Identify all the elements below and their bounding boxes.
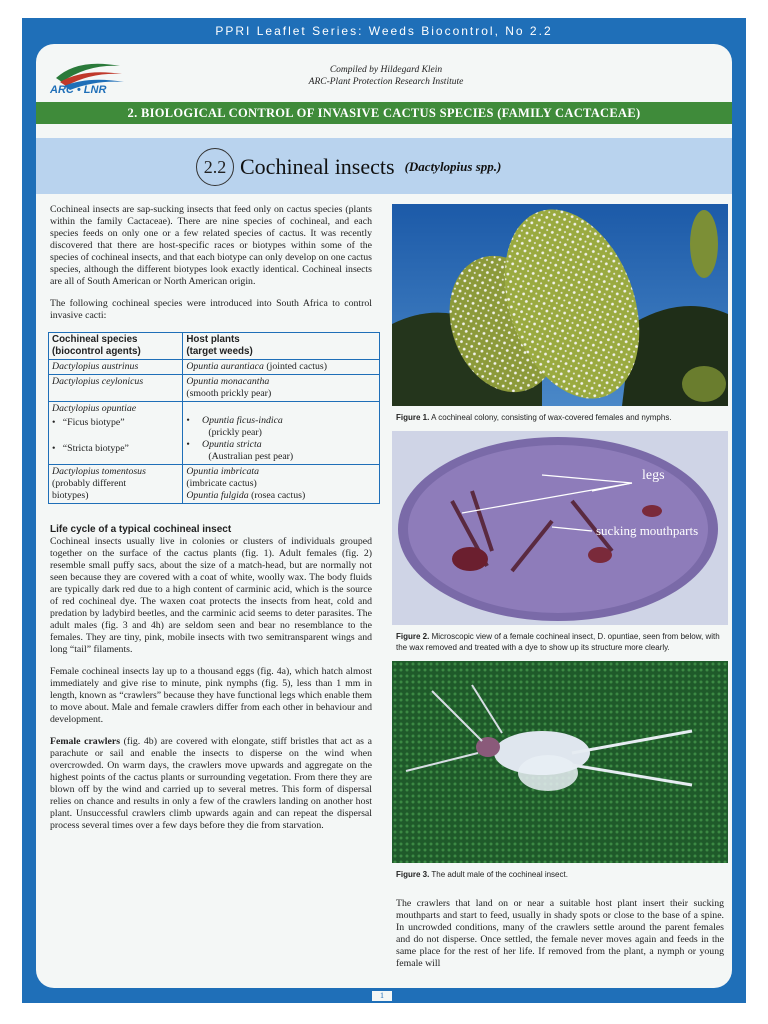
credits [216,64,556,88]
figure-3-caption: Figure 3. The adult male of the cochineal insect. [396,870,568,879]
table-cell: Dactylopius opuntiae • “Ficus biotype” • “Stricta biotype” [49,402,183,465]
table-header-species: Cochineal species (biocontrol agents) [49,333,183,360]
lifecycle-paragraph-2: Female cochineal insects lay up to a thousand eggs (fig. 4a), which hatch almost immediately and give rise to minute, pink nymphs (fig. 5), less than 1 mm in length, known as “crawlers” because they have functional legs which enable them to move about. Male and female crawlers differ from each other in behaviour and development. [50,666,372,725]
microscope-photo [392,431,728,625]
lifecycle-heading: Life cycle of a typical cochineal insect [50,524,232,535]
title-wrap [196,148,501,186]
intro-paragraph: Cochineal insects are sap-sucking insects that feed only on cactus species (plants within the family Cactaceae). There are nine species of cochineal, and each species feeds on only one or a few related species of cactus. It was recently discovered that there are host-specific races or biotypes within some of the species of cochineal insects, and that each biotype can only develop on one cactus species, although the different biotypes look exactly identical. Cochineal insects are all of South American or North American origin. [50,204,372,287]
right-column [392,204,728,970]
male-insect-photo [392,661,728,863]
mouthparts-label: sucking mouthparts [596,523,699,538]
title-bar [36,138,732,194]
title-number: 2.2 [196,148,234,186]
table-row [49,375,380,402]
lifecycle-paragraph-3: Female crawlers (fig. 4b) are covered with elongate, stiff bristles that act as a parachute or sail and enable the insects to disperse on the wind when overcrowded. On warm days, the crawlers move upwards and aggregate on the highest points of the cactus plants or surrounding vegetation. From there they are blown off by the wind and carried up to several metres. This form of dispersal relies on chance and results in only a few of the crawlers landing on another host plant. Unsuccessful crawlers climb upwards again and can repeat the dispersal process several times over a few days before they die from starvation. [50,736,372,831]
species-table [48,332,380,504]
table-cell: Opuntia monacantha (smooth prickly pear) [183,375,380,402]
table-row [49,465,380,504]
figure-2-caption: Figure 2. Microscopic view of a female cochineal insect, D. opuntiae, seen from below, with the wax removed and treated with a dye to show up its structure more clearly. [396,632,720,652]
table-header-row [49,333,380,360]
arc-logo [48,54,128,104]
series-header: PPRI Leaflet Series: Weeds Biocontrol, No 2.2 [215,24,553,38]
compiler-line: Compiled by Hildegard Klein [329,65,443,75]
table-cell: Opuntia aurantiaca (jointed cactus) [183,360,380,375]
institute-line: ARC-Plant Protection Research Institute [308,77,464,87]
table-cell: Dactylopius tomentosus (probably different biotypes) [49,465,183,504]
table-cell: Opuntia imbricata (imbricate cactus) Opuntia fulgida (rosea cactus) [183,465,380,504]
figure-2 [392,431,728,653]
cactus-colony-photo [392,204,728,406]
lifecycle-paragraph-1: Cochineal insects usually live in colonies or clusters of individuals grouped together on the surface of the cactus plants (fig. 1). Adult females (fig. 2) resemble small puffy sacs, about the size of a match-head, but are normally not seen because they are covered with a coat of white, woolly wax. The body fluids are typically dark red due to a high content of carminic acid, which is the source of red cochineal dye. The waxen coat protects the insects from heat, cold and predation by ladybird beetles, and the carminic acid seems to deter parasites. The adult males (fig. 3 and 4h) are seldom seen and bear no resemblance to the females. They are tiny, pink, mobile insects with two semitransparent wings and long “tail” filaments. [50,536,372,655]
page-title: Cochineal insects [240,154,395,179]
table-cell: Dactylopius ceylonicus [49,375,183,402]
page-subtitle: (Dactylopius spp.) [404,159,502,174]
figure-3 [392,661,728,880]
right-column-text: The crawlers that land on or near a suitable host plant insert their sucking mouthparts and start to feed, usually in shady spots or close to the base of a spine. In uncrowded conditions, many of the crawlers settle around the parent females and do not disperse. Once settled, the female never moves again and feeds in the same place for the rest of her life. If removed from the plant, a nymph or young female will [396,898,724,969]
legs-label: legs [642,468,665,483]
figure-1-caption: Figure 1. A cochineal colony, consisting of wax-covered females and nymphs. [396,413,672,422]
table-cell: Dactylopius austrinus [49,360,183,375]
left-column [50,204,372,842]
logo-text: ARC • LNR [50,84,107,96]
page-frame [22,18,746,1003]
table-row [49,402,380,465]
intro-paragraph-2: The following cochineal species were introduced into South Africa to control invasive cacti: [50,298,372,321]
table-header-hosts: Host plants (target weeds) [183,333,380,360]
page-content [36,44,732,988]
section-heading: 2. BIOLOGICAL CONTROL OF INVASIVE CACTUS SPECIES (FAMILY CACTACEAE) [36,102,732,124]
table-row [49,360,380,375]
table-cell: • Opuntia ficus-indica (prickly pear) • Opuntia stricta (Australian pest pear) [183,402,380,465]
page-number: 1 [372,991,392,1001]
figure-1 [392,204,728,423]
